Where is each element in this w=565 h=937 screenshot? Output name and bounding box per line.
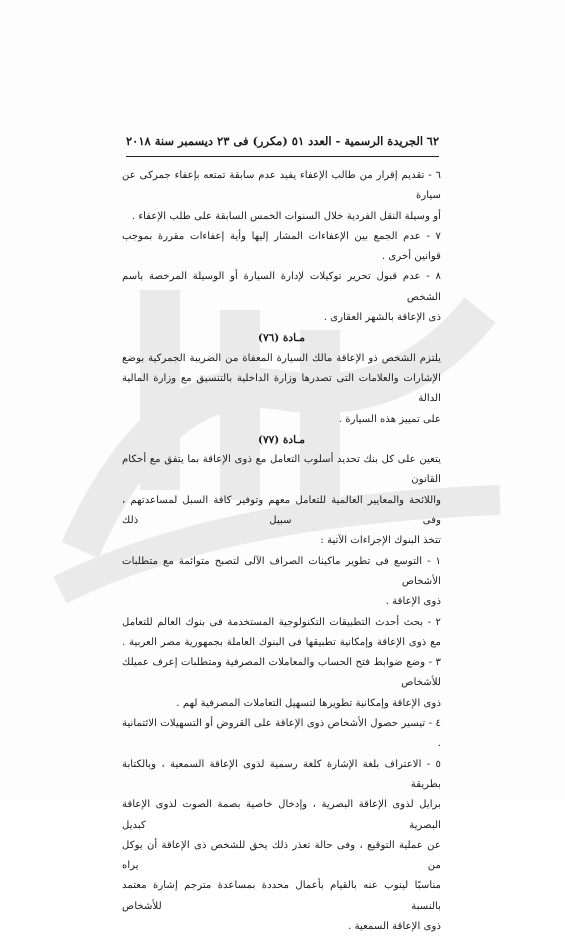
document-body: [122, 166, 441, 937]
page-header: [126, 134, 439, 148]
article-76-line: الإشارات والعلامات التى تصدرها وزارة الداخلية بالتنسيق مع وزارة المالية الدالة: [122, 372, 441, 405]
article-77-line: ٤ - تيسير حصول الأشخاص ذوى الإعاقة على القروض أو التسهيلات الائتمانية .: [122, 718, 441, 750]
article-77-line: ٣ - وضع ضوابط فتح الحساب والمعاملات المصرفية ومتطلبات إعرف عميلك للأشخاص: [122, 657, 441, 689]
intro-line: أو وسيلة النقل الفردية خلال السنوات الخمس السابقة على طلب الإعفاء .: [131, 210, 441, 222]
gazette-title: الجريدة الرسمية - العدد ٥١ (مكرر) فى ٢٣ ديسمبر سنة ٢٠١٨: [126, 134, 424, 148]
article-76-line: يلتزم الشخص ذو الإعاقة مالك السيارة المعفاة من الضريبة الجمركية بوضع: [122, 352, 441, 364]
article-77-line: ١ - التوسع فى تطوير ماكينات الصراف الآلى لتصبح متوائمة مع متطلبات الأشخاص: [122, 555, 441, 587]
article-77-line: تتخذ البنوك الإجراءات الآتية :: [320, 535, 441, 547]
intro-line: ٨ - عدم قبول تحرير توكيلات لإدارة السيارة أو الوسيلة المرخصة باسم الشخص: [122, 271, 441, 303]
intro-line: ٦ - تقديم إقرار من طالب الإعفاء يفيد عدم سابقة تمتعه بإعفاء جمركى عن سيارة: [122, 170, 441, 202]
header-divider: [126, 156, 439, 157]
article-77-line: واللائحة والمعايير العالمية للتعامل معهم وتوفير كافة السبل لمساعدتهم ، وفى سبيل ذلك: [122, 494, 441, 527]
article-77-line: مع ذوى الإعاقة وإمكانية تطبيقها فى البنوك العاملة بجمهورية مصر العربية .: [122, 636, 441, 648]
page-number: ٦٢: [426, 134, 439, 148]
article-77-line: ذوى الإعاقة السمعية .: [348, 920, 441, 932]
article-77-line: مناسبًا لينوب عنه بالقيام بأعمال محددة بمساعدة مترجم إشارة معتمد بالنسبة للأشخاص: [122, 880, 441, 912]
article-77-line: ٥ - الاعتراف بلغة الإشارة كلغة رسمية لذوى الإعاقة السمعية ، وبالكتابة بطريقة: [122, 758, 441, 790]
article-76-title: مـادة (٧٦): [258, 332, 305, 345]
article-77-line: برايل لذوى الإعاقة البصرية ، وإدخال خاصية بصمة الصوت لذوى الإعاقة البصرية كبديل: [122, 799, 441, 831]
article-77-line: ٢ - بحث أحدث التطبيقات التكنولوجية المستخدمة فى بنوك العالم للتعامل: [122, 616, 441, 628]
article-77-line: ذوى الإعاقة .: [385, 596, 441, 608]
article-77-line: يتعين على كل بنك تحديد أسلوب التعامل مع ذوى الإعاقة بما يتفق مع أحكام القانون: [122, 454, 441, 486]
article-77-title: مـادة (٧٧): [258, 433, 305, 446]
intro-line: ذى الإعاقة بالشهر العقارى .: [323, 312, 441, 324]
article-77-line: ذوى الإعاقة وإمكانية تطويرها لتسهيل التعاملات المصرفية لهم .: [176, 697, 441, 709]
article-77-line: عن عملية التوقيع ، وفى حالة تعذر ذلك يحق للشخص ذى الإعاقة أن يوكل من يراه: [122, 839, 441, 872]
intro-line: ٧ - عدم الجمع بين الإعفاءات المشار إليها وأية إعفاءات مقررة بموجب قوانين أخرى .: [122, 230, 441, 263]
article-76-line: على تمييز هذه السيارة .: [338, 413, 441, 425]
